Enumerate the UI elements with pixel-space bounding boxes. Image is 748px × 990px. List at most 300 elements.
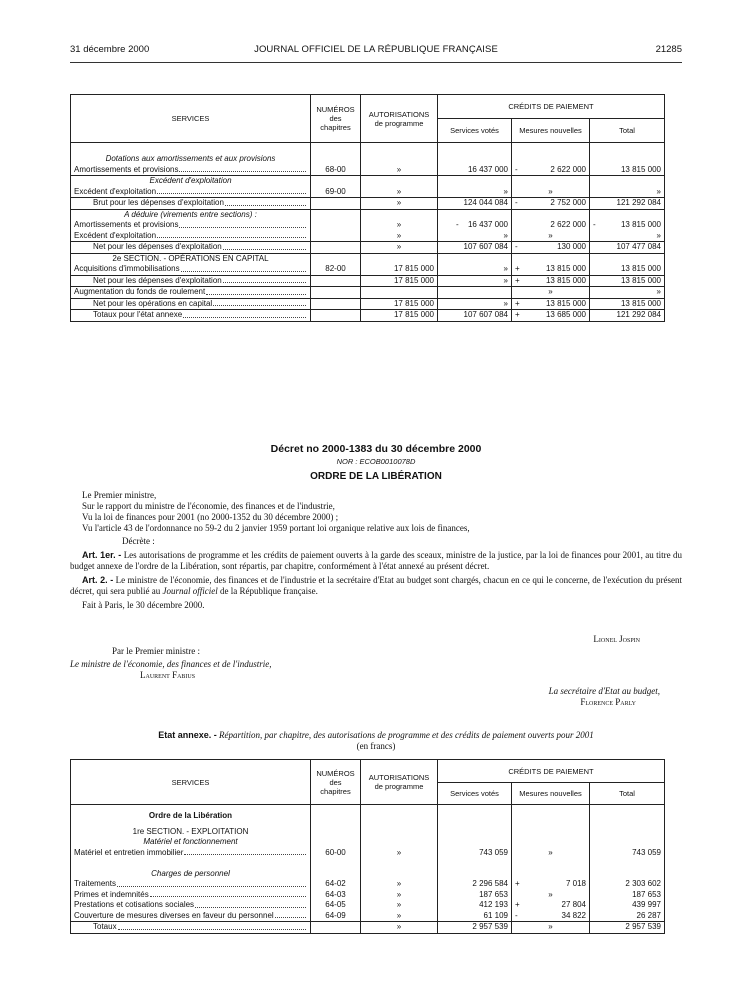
decree-nor: NOR : ECOB0010078D xyxy=(336,457,416,466)
table-row xyxy=(71,805,665,827)
row-label xyxy=(71,310,311,322)
chapter-number-text: 64-05 xyxy=(325,900,346,909)
mesures-value xyxy=(512,231,590,242)
col-numeros: NUMÉROS des chapitres xyxy=(311,760,361,805)
mesures-text: 13 815 000 xyxy=(545,275,586,285)
chapter-number-text: 60-00 xyxy=(325,847,346,857)
total-text: 13 815 000 xyxy=(620,275,661,285)
art2-jo: Journal officiel xyxy=(162,586,218,596)
autorisations-text: » xyxy=(396,220,402,229)
sign: + xyxy=(515,298,520,308)
autorisations-value xyxy=(361,879,438,890)
row-heading xyxy=(71,827,311,838)
autorisations-text: 17 815 000 xyxy=(393,310,434,319)
leader-dots xyxy=(179,165,306,173)
empty-cell xyxy=(590,176,665,187)
col-credits: CRÉDITS DE PAIEMENT xyxy=(438,95,665,119)
budget-table-2 xyxy=(70,759,665,934)
autorisations-text: » xyxy=(396,889,402,899)
mesures-value xyxy=(512,922,590,934)
mesures-text: » xyxy=(548,922,553,931)
leader-dots xyxy=(195,900,306,908)
running-header xyxy=(70,44,682,58)
table-row xyxy=(71,209,665,220)
table-row xyxy=(71,837,665,848)
decree-art1 xyxy=(70,550,682,572)
budget-table-1 xyxy=(70,94,665,322)
empty-cell xyxy=(590,805,665,827)
mesures-value xyxy=(512,911,590,922)
decree-p1: Le Premier ministre, xyxy=(82,490,157,500)
decree-p2: Sur le rapport du ministre de l'économie, des finances et de l'industrie, xyxy=(82,501,335,511)
total-value xyxy=(590,879,665,890)
mesures-value xyxy=(512,310,590,322)
row-heading-text: Charges de personnel xyxy=(151,868,230,878)
row-heading-text: A déduire (virements entre sections) : xyxy=(124,209,257,219)
table-row xyxy=(71,900,665,911)
dotted-leader xyxy=(74,165,307,176)
dotted-leader xyxy=(74,848,307,859)
services-votes-value xyxy=(438,198,512,210)
dotted-leader xyxy=(74,900,307,911)
mesures-value xyxy=(512,220,590,231)
mesures-text: 13 815 000 xyxy=(545,264,586,273)
row-label-text: Couverture de mesures diverses en faveur du personnel xyxy=(74,910,274,920)
empty-cell xyxy=(512,209,590,220)
empty-cell xyxy=(361,253,438,264)
table-row xyxy=(71,242,665,254)
total-value xyxy=(590,922,665,934)
empty-cell xyxy=(512,176,590,187)
autorisations-value xyxy=(361,890,438,901)
total-text: » xyxy=(656,230,661,240)
row-label-text: Amortissements et provisions xyxy=(74,164,179,174)
row-heading xyxy=(71,209,311,220)
dotted-leader xyxy=(74,287,307,298)
services-votes-value xyxy=(438,231,512,242)
row-label-text: Net pour les dépenses d'exploitation xyxy=(93,242,222,251)
empty-cell xyxy=(311,869,361,880)
col-services: SERVICES xyxy=(71,95,311,143)
etat-annexe-caption xyxy=(70,730,682,741)
col-autorisations: AUTORISATIONS de programme xyxy=(361,95,438,143)
row-heading-text: Dotations aux amortissements et aux provisions xyxy=(105,154,276,163)
services-votes-value xyxy=(438,242,512,254)
table-row xyxy=(71,264,665,275)
table-row xyxy=(71,869,665,880)
decree-p4: Vu l'article 43 de l'ordonnance no 59-2 du 2 janvier 1959 portant loi organique relative aux lois de finances, xyxy=(82,523,470,533)
row-label-text: Acquisitions d'immobilisations xyxy=(74,264,180,273)
row-label xyxy=(71,900,311,911)
sign: - xyxy=(515,164,518,174)
chapter-number xyxy=(311,879,361,890)
row-label xyxy=(71,220,311,231)
table-row xyxy=(71,922,665,934)
total-text: 2 303 602 xyxy=(625,879,661,888)
autorisations-value xyxy=(361,165,438,176)
services-votes-value xyxy=(438,890,512,901)
row-label-text: Matériel et entretien immobilier xyxy=(74,847,184,857)
row-heading-text: Excédent d'exploitation xyxy=(149,176,232,185)
leader-dots xyxy=(117,879,306,887)
row-label-text: Traitements xyxy=(74,879,116,888)
chapter-number xyxy=(311,848,361,859)
mesures-text: » xyxy=(548,186,553,196)
dotted-leader xyxy=(93,198,307,209)
mesures-text: 13 815 000 xyxy=(545,298,586,308)
sign: + xyxy=(515,275,520,285)
col-total: Total xyxy=(590,783,665,805)
leader-dots xyxy=(275,911,306,919)
table-row xyxy=(71,287,665,299)
total-value xyxy=(590,911,665,922)
decree-p3: Vu la loi de finances pour 2001 (no 2000-1352 du 30 décembre 2000) ; xyxy=(82,512,339,522)
empty-cell xyxy=(311,837,361,848)
services-votes-text: 107 607 084 xyxy=(463,242,508,251)
empty-cell xyxy=(512,858,590,869)
empty-cell xyxy=(438,253,512,264)
empty-cell xyxy=(361,858,438,869)
row-label xyxy=(71,922,311,934)
total-value xyxy=(590,275,665,287)
art1-label: Art. 1er. - xyxy=(82,550,122,560)
total-value xyxy=(590,242,665,254)
mesures-value xyxy=(512,242,590,254)
empty-cell xyxy=(590,869,665,880)
etat-unit: (en francs) xyxy=(356,741,396,751)
mesures-value xyxy=(512,298,590,310)
services-votes-text: » xyxy=(503,275,508,285)
mesures-text: 2 752 000 xyxy=(550,198,586,207)
row-label xyxy=(71,287,311,299)
leader-dots xyxy=(223,276,306,284)
table-row xyxy=(71,275,665,287)
mesures-value xyxy=(512,165,590,176)
total-value xyxy=(590,890,665,901)
dotted-leader xyxy=(93,276,307,287)
table-row xyxy=(71,198,665,210)
art2-label: Art. 2. - xyxy=(82,575,114,585)
mesures-text: 2 622 000 xyxy=(550,220,586,229)
total-value xyxy=(590,287,665,299)
row-heading-text: 1re SECTION. - EXPLOITATION xyxy=(132,826,249,836)
secretary-title: La secrétaire d'Etat au budget, xyxy=(548,686,660,696)
sign: + xyxy=(515,900,520,909)
minister-name: Laurent Fabius xyxy=(140,670,196,680)
table-row xyxy=(71,858,665,869)
chapter-number xyxy=(311,231,361,242)
empty-cell xyxy=(361,869,438,880)
services-votes-value xyxy=(438,922,512,934)
chapter-number xyxy=(311,198,361,210)
total-text: 743 059 xyxy=(632,847,661,857)
total-text: 121 292 084 xyxy=(616,310,661,319)
autorisations-text: 17 815 000 xyxy=(393,264,434,273)
dotted-leader xyxy=(74,231,307,242)
empty-cell xyxy=(311,209,361,220)
chapter-number xyxy=(311,242,361,254)
chapter-number xyxy=(311,911,361,922)
services-votes-value xyxy=(438,298,512,310)
total-text: 26 287 xyxy=(636,910,661,920)
leader-dots xyxy=(184,848,306,856)
autorisations-value xyxy=(361,275,438,287)
autorisations-text: 17 815 000 xyxy=(393,275,434,285)
services-votes-value xyxy=(438,220,512,231)
autorisations-text: 17 815 000 xyxy=(393,298,434,308)
chapter-number xyxy=(311,264,361,275)
empty-cell xyxy=(311,858,361,869)
services-votes-value xyxy=(438,264,512,275)
table-row xyxy=(71,143,665,165)
total-value xyxy=(590,220,665,231)
empty-cell xyxy=(438,176,512,187)
row-label-text: Totaux pour l'état annexe xyxy=(93,310,183,319)
mesures-value xyxy=(512,187,590,198)
table-row xyxy=(71,890,665,901)
autorisations-value xyxy=(361,922,438,934)
row-heading xyxy=(71,858,311,869)
col-autorisations: AUTORISATIONS de programme xyxy=(361,760,438,805)
col-total: Total xyxy=(590,119,665,143)
row-label-text: Brut pour les dépenses d'exploitation xyxy=(93,198,224,207)
dotted-leader xyxy=(74,911,307,922)
total-text: 107 477 084 xyxy=(616,242,661,251)
empty-cell xyxy=(438,858,512,869)
mesures-value xyxy=(512,264,590,275)
services-votes-text: 2 296 584 xyxy=(472,879,508,888)
col-mesures: Mesures nouvelles xyxy=(512,783,590,805)
leader-dots xyxy=(206,287,306,295)
mesures-value xyxy=(512,848,590,859)
services-votes-text: » xyxy=(503,264,508,273)
empty-cell xyxy=(512,143,590,165)
empty-cell xyxy=(512,827,590,838)
mesures-text: 13 685 000 xyxy=(545,310,586,319)
empty-cell xyxy=(361,837,438,848)
table-row xyxy=(71,253,665,264)
row-heading xyxy=(71,869,311,880)
sign: + xyxy=(515,879,520,888)
table-row xyxy=(71,187,665,198)
row-label xyxy=(71,911,311,922)
sign: + xyxy=(515,310,520,319)
autorisations-value xyxy=(361,231,438,242)
services-votes-text: 2 957 539 xyxy=(472,922,508,931)
header-page-number: 21285 xyxy=(655,44,682,55)
empty-cell xyxy=(438,827,512,838)
services-votes-text: 16 437 000 xyxy=(467,220,508,229)
leader-dots xyxy=(179,220,306,228)
total-text: 13 815 000 xyxy=(620,220,661,229)
header-date: 31 décembre 2000 xyxy=(70,44,150,55)
leader-dots xyxy=(150,890,306,898)
etat-label: Etat annexe. - xyxy=(158,730,217,740)
mesures-value xyxy=(512,287,590,299)
row-label xyxy=(71,890,311,901)
empty-cell xyxy=(438,837,512,848)
total-text: 187 653 xyxy=(632,889,661,899)
autorisations-text: » xyxy=(396,230,402,240)
row-label-text: Prestations et cotisations sociales xyxy=(74,900,195,909)
dotted-leader xyxy=(74,264,307,275)
total-text: » xyxy=(656,287,661,296)
leader-dots xyxy=(157,231,306,239)
decree-art2 xyxy=(70,575,682,597)
dotted-leader xyxy=(93,242,307,253)
row-label-text: Primes et indemnités xyxy=(74,889,149,899)
chapter-number xyxy=(311,287,361,299)
col-numeros: NUMÉROS des chapitres xyxy=(311,95,361,143)
col-mesures: Mesures nouvelles xyxy=(512,119,590,143)
par-pm: Par le Premier ministre : xyxy=(112,646,200,656)
row-heading-text: 2e SECTION. - OPÉRATIONS EN CAPITAL xyxy=(112,253,269,263)
leader-dots xyxy=(225,198,306,206)
row-label-text: Net pour les dépenses d'exploitation xyxy=(93,275,222,285)
chapter-number-text: 82-00 xyxy=(325,264,346,273)
dotted-leader xyxy=(74,187,307,198)
table-row xyxy=(71,220,665,231)
row-heading xyxy=(71,837,311,848)
empty-cell xyxy=(311,805,361,827)
empty-cell xyxy=(311,176,361,187)
services-votes-value xyxy=(438,165,512,176)
total-value xyxy=(590,187,665,198)
services-votes-text: 187 653 xyxy=(479,889,508,899)
table-row xyxy=(71,176,665,187)
row-label-text: Totaux xyxy=(93,922,117,931)
leader-dots xyxy=(118,922,306,930)
row-heading xyxy=(71,176,311,187)
row-heading xyxy=(71,143,311,165)
empty-cell xyxy=(438,143,512,165)
chapter-number xyxy=(311,220,361,231)
empty-cell xyxy=(311,143,361,165)
empty-cell xyxy=(590,858,665,869)
autorisations-value xyxy=(361,900,438,911)
row-label xyxy=(71,242,311,254)
autorisations-text: » xyxy=(396,186,402,196)
chapter-number-text: 64-03 xyxy=(325,889,346,899)
total-text: 13 815 000 xyxy=(620,298,661,308)
empty-cell xyxy=(590,209,665,220)
total-text: 439 997 xyxy=(632,900,661,909)
table-row xyxy=(71,231,665,242)
autorisations-value xyxy=(361,310,438,322)
sign: - xyxy=(593,220,596,229)
services-votes-value xyxy=(438,287,512,299)
autorisations-text: » xyxy=(396,900,402,909)
header-journal-title: JOURNAL OFFICIEL DE LA RÉPUBLIQUE FRANÇAISE xyxy=(254,44,498,55)
empty-cell xyxy=(438,869,512,880)
signature-pm: Lionel Jospin xyxy=(593,634,640,644)
services-votes-text: » xyxy=(503,298,508,308)
autorisations-value xyxy=(361,911,438,922)
row-label xyxy=(71,187,311,198)
row-heading xyxy=(71,805,311,827)
empty-cell xyxy=(512,805,590,827)
chapter-number xyxy=(311,187,361,198)
col-services-votes: Services votés xyxy=(438,119,512,143)
col-credits: CRÉDITS DE PAIEMENT xyxy=(438,760,665,783)
leader-dots xyxy=(157,187,306,195)
dotted-leader xyxy=(74,890,307,901)
mesures-value xyxy=(512,275,590,287)
empty-cell xyxy=(438,209,512,220)
autorisations-value xyxy=(361,198,438,210)
dotted-leader xyxy=(74,220,307,231)
row-label-text: Augmentation du fonds de roulement xyxy=(74,287,206,296)
autorisations-value xyxy=(361,287,438,299)
autorisations-value xyxy=(361,298,438,310)
sign: + xyxy=(515,264,520,273)
services-votes-value xyxy=(438,275,512,287)
mesures-text: » xyxy=(548,847,553,857)
services-votes-value xyxy=(438,900,512,911)
mesures-value xyxy=(512,900,590,911)
chapter-number xyxy=(311,900,361,911)
table-row xyxy=(71,165,665,176)
autorisations-text: » xyxy=(396,879,402,888)
dotted-leader xyxy=(74,879,307,890)
table-row xyxy=(71,879,665,890)
row-heading xyxy=(71,253,311,264)
total-value xyxy=(590,310,665,322)
chapter-number-text: 64-09 xyxy=(325,910,346,920)
services-votes-text: 124 044 084 xyxy=(463,198,508,207)
services-votes-value xyxy=(438,187,512,198)
row-heading-text: Matériel et fonctionnement xyxy=(143,837,238,846)
services-votes-text: 61 109 xyxy=(483,910,508,920)
secretary-name: Florence Parly xyxy=(580,697,636,707)
empty-cell xyxy=(590,143,665,165)
dotted-leader xyxy=(93,922,307,933)
mesures-text: 7 018 xyxy=(565,879,586,888)
total-text: 2 957 539 xyxy=(625,922,661,931)
services-votes-text: 743 059 xyxy=(479,847,508,857)
mesures-text: » xyxy=(548,287,553,296)
autorisations-value xyxy=(361,242,438,254)
col-services: SERVICES xyxy=(71,760,311,805)
leader-dots xyxy=(183,310,306,318)
art2-text-a: Le ministre de l'économie, des finances et de l'industrie et la secrétaire d'Etat au budget sont chargés, chacun en ce qui le concerne, de l'exécution du présent décret, qui sera publié au xyxy=(70,575,682,596)
autorisations-value xyxy=(361,220,438,231)
empty-cell xyxy=(590,827,665,838)
dotted-leader xyxy=(93,299,307,310)
total-text: 13 815 000 xyxy=(620,164,661,174)
table-row xyxy=(71,911,665,922)
sign: - xyxy=(515,242,518,251)
dotted-leader xyxy=(93,310,307,321)
empty-cell xyxy=(438,805,512,827)
chapter-number xyxy=(311,890,361,901)
autorisations-text: » xyxy=(396,922,402,931)
services-votes-value xyxy=(438,911,512,922)
autorisations-value xyxy=(361,187,438,198)
empty-cell xyxy=(361,827,438,838)
row-label-text: Excédent d'exploitation xyxy=(74,230,157,240)
total-value xyxy=(590,298,665,310)
decree-fait: Fait à Paris, le 30 décembre 2000. xyxy=(82,600,205,610)
art2-text-b: de la République française. xyxy=(219,586,318,596)
mesures-text: » xyxy=(548,889,553,899)
chapter-number xyxy=(311,922,361,934)
decree-title: Décret no 2000-1383 du 30 décembre 2000 xyxy=(270,443,482,455)
decree-decrete: Décrète : xyxy=(122,536,155,546)
row-label xyxy=(71,298,311,310)
services-votes-text: 16 437 000 xyxy=(467,164,508,174)
total-value xyxy=(590,264,665,275)
